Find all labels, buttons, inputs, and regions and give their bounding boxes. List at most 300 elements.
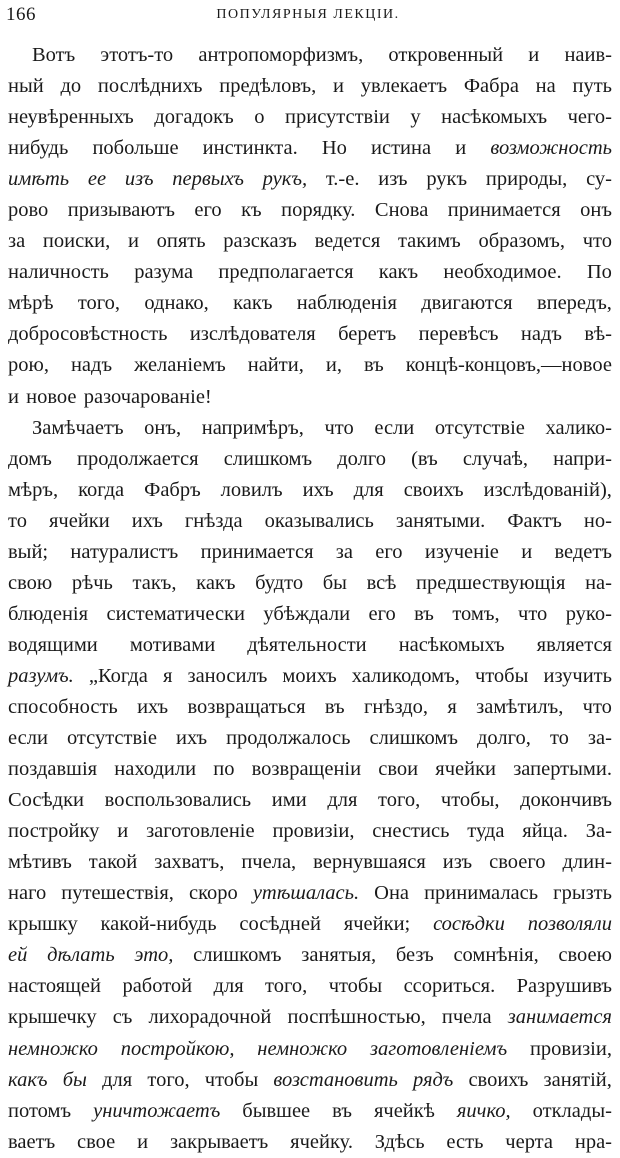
italic-word: заготовленіемъ — [369, 1037, 508, 1060]
text-line — [8, 257, 612, 288]
word: гнѣзда — [184, 509, 243, 532]
word: скоро — [188, 882, 238, 905]
word: впередъ, — [536, 292, 612, 315]
word: нра- — [574, 1130, 612, 1153]
word: воспользовались — [104, 789, 252, 812]
word: вый; — [8, 540, 49, 563]
italic-word: рукъ, — [262, 168, 308, 191]
text-line — [8, 350, 612, 381]
word: за — [8, 230, 26, 253]
word: мотивами — [129, 633, 216, 656]
word: Здѣсь — [374, 1130, 425, 1153]
text-line — [8, 847, 612, 878]
word: вернувшаяся — [313, 851, 426, 874]
word: и — [117, 820, 129, 843]
italic-word: возможность — [490, 137, 612, 160]
text-line — [8, 630, 612, 661]
word: необходимое. — [443, 261, 562, 284]
word: сомнѣнія, — [453, 944, 539, 967]
word: опять — [156, 230, 206, 253]
word: замѣтилъ, — [476, 695, 564, 718]
word: и — [521, 540, 533, 563]
word: путешествія, — [61, 882, 174, 905]
word: для — [213, 975, 244, 998]
word: путь — [572, 75, 612, 98]
word: предѣловъ, — [219, 75, 317, 98]
word: Но — [321, 137, 347, 160]
text-line — [8, 164, 612, 195]
word: халико- — [545, 416, 612, 439]
word: пчела, — [241, 851, 297, 874]
word: за — [335, 540, 353, 563]
word: изученіе — [424, 540, 499, 563]
text-line — [8, 909, 612, 940]
word: я — [162, 664, 173, 687]
word: перевѣсъ — [418, 323, 499, 346]
word: крышечку — [8, 1006, 97, 1029]
word: какъ — [233, 292, 273, 315]
word: чего- — [567, 106, 612, 129]
word: запертыми. — [513, 758, 612, 781]
word: того, — [378, 789, 421, 812]
word: отклады- — [532, 1099, 612, 1122]
word: найти, — [247, 354, 304, 377]
word: черта — [505, 1130, 553, 1153]
word: постройку — [8, 820, 100, 843]
word: грызть — [553, 882, 612, 905]
word: настоящей — [8, 975, 102, 998]
text-line — [8, 413, 612, 444]
word: сосѣдней — [239, 913, 321, 936]
word: напримѣръ, — [201, 416, 304, 439]
word: откровенный — [388, 44, 504, 66]
word: о — [254, 106, 265, 129]
text-line — [8, 537, 612, 568]
word: присутствіи — [285, 106, 390, 129]
word: работой — [122, 975, 193, 998]
word: когда — [78, 478, 125, 501]
word: что — [582, 230, 612, 253]
word: руко- — [565, 602, 612, 625]
text-line — [8, 816, 612, 847]
word: его — [375, 540, 403, 563]
word: мѣтивъ — [8, 851, 72, 874]
text-line — [8, 195, 612, 226]
word: такимъ — [397, 230, 461, 253]
word: для — [102, 1068, 133, 1091]
word: то — [549, 727, 569, 750]
word: По — [586, 261, 612, 284]
word: ссориться. — [403, 975, 496, 998]
word: длин- — [562, 851, 612, 874]
italic-word: постройкою, — [120, 1037, 235, 1060]
word: въ — [324, 695, 345, 718]
word: и — [455, 137, 467, 160]
word: продолжалось — [226, 727, 351, 750]
word: провизіи, — [529, 1037, 612, 1060]
word: отсутствіе — [66, 727, 157, 750]
word: принимается — [447, 199, 561, 222]
word: однако, — [144, 292, 209, 315]
word: оказывались — [264, 509, 374, 532]
word: натуралистъ — [70, 540, 179, 563]
word: разочарованіе! — [83, 385, 212, 408]
word: Она — [374, 882, 410, 905]
running-title: ПОПУЛЯРНЫЯ ЛЕКЦІИ. — [216, 7, 400, 22]
word: и, — [325, 354, 342, 377]
word: слишкомъ — [369, 727, 458, 750]
word: способность — [8, 695, 118, 718]
text-line — [8, 40, 612, 71]
text-line — [8, 319, 612, 350]
word: томъ, — [452, 602, 500, 625]
italic-word: дѣлать — [47, 944, 115, 967]
word: какой-нибудь — [100, 913, 217, 936]
text-line — [8, 1127, 612, 1158]
word: вѣ- — [584, 323, 612, 346]
text-line — [8, 102, 612, 133]
word: наго — [8, 882, 47, 905]
word: и — [137, 1130, 149, 1153]
word: такъ, — [132, 571, 177, 594]
word: водящими — [8, 633, 98, 656]
word: увлекаетъ — [360, 75, 448, 98]
word: своею — [558, 944, 612, 967]
word: за- — [587, 727, 612, 750]
word: гнѣздо, — [364, 695, 429, 718]
italic-word: рядъ — [413, 1068, 454, 1091]
word: мѣрѣ — [8, 292, 54, 315]
italic-word: имѣть — [8, 168, 70, 191]
text-line — [8, 444, 612, 475]
italic-word: ее — [87, 168, 107, 191]
word: наив- — [564, 44, 612, 66]
word: своего — [489, 851, 546, 874]
italic-word: разумъ. — [8, 664, 74, 687]
word: у — [410, 106, 421, 129]
word: мѣръ, — [8, 478, 59, 501]
text-line — [8, 692, 612, 723]
word: Фактъ — [507, 509, 562, 532]
word: занятій, — [543, 1068, 612, 1091]
word: своихъ — [468, 1068, 529, 1091]
italic-word: немножко — [8, 1037, 98, 1060]
text-line — [8, 754, 612, 785]
word: заносилъ — [187, 664, 268, 687]
word: этотъ-то — [100, 44, 174, 66]
word: пчела — [441, 1006, 492, 1029]
word: свое — [77, 1130, 116, 1153]
word: ловилъ — [220, 478, 283, 501]
word: ихъ — [176, 727, 208, 750]
text-line — [8, 568, 612, 599]
italic-word: позволяли — [527, 913, 612, 936]
text-line — [8, 1065, 612, 1096]
word: что — [324, 416, 354, 439]
body-text — [8, 40, 612, 1158]
italic-word: яичко, — [456, 1099, 511, 1122]
italic-word: это, — [134, 944, 174, 967]
word: провизіи, — [272, 820, 355, 843]
word: отсутствіе — [434, 416, 525, 439]
text-line — [8, 785, 612, 816]
word: своихъ — [403, 478, 464, 501]
word: туда — [467, 820, 505, 843]
word: Замѣчаетъ — [32, 416, 124, 439]
word: халикодомъ, — [351, 664, 460, 687]
text-line — [8, 878, 612, 909]
word: разсказъ — [223, 230, 297, 253]
italic-word: утѣшалась. — [252, 882, 360, 905]
text-line — [8, 475, 612, 506]
word: находили — [114, 758, 197, 781]
word: такой — [88, 851, 138, 874]
word: насѣкомыхъ — [398, 633, 505, 656]
word: ведется — [314, 230, 381, 253]
text-line — [8, 226, 612, 257]
word: рово — [8, 199, 49, 222]
italic-word: какъ — [8, 1068, 48, 1091]
word: лихорадочной — [148, 1006, 272, 1029]
word: по — [213, 758, 235, 781]
word: безъ — [395, 944, 434, 967]
word: будто — [255, 571, 304, 594]
word: Снова — [374, 199, 429, 222]
word: крышку — [8, 913, 78, 936]
word: занятыми. — [395, 509, 486, 532]
text-line — [8, 940, 612, 971]
word: того, — [265, 975, 308, 998]
text-line — [8, 1002, 612, 1033]
word: если — [8, 727, 48, 750]
word: и — [8, 385, 19, 408]
word: За- — [585, 820, 612, 843]
word: поиски, — [42, 230, 111, 253]
page-header — [6, 4, 610, 26]
word: изъ — [442, 851, 473, 874]
word: занятыя, — [301, 944, 377, 967]
word: чтобы, — [440, 789, 500, 812]
italic-word: ей — [8, 944, 28, 967]
text-line — [8, 1034, 612, 1065]
word: надъ — [520, 323, 562, 346]
word: снестись — [372, 820, 450, 843]
word: ячейку. — [290, 1130, 353, 1153]
word: Вотъ — [32, 44, 76, 66]
word: насѣкомыхъ — [441, 106, 548, 129]
word: захватъ, — [154, 851, 225, 874]
word: возвращаться — [187, 695, 306, 718]
word: того, — [147, 1068, 190, 1091]
word: моихъ — [282, 664, 337, 687]
word: до — [60, 75, 82, 98]
italic-word: изъ — [124, 168, 154, 191]
word: двигаются — [421, 292, 513, 315]
word: убѣждали — [263, 602, 351, 625]
italic-word: уничтожаетъ — [93, 1099, 221, 1122]
word: рукъ — [426, 168, 468, 191]
word: случаѣ, — [462, 447, 529, 470]
word: яйца. — [522, 820, 568, 843]
word: для — [327, 789, 358, 812]
word: изъ — [378, 168, 408, 191]
word: разума — [134, 261, 194, 284]
word: ведетъ — [554, 540, 612, 563]
word: беретъ — [338, 323, 397, 346]
word: концѣ-концовъ,—новое — [405, 354, 612, 377]
word: какъ — [196, 571, 236, 594]
text-line — [8, 382, 612, 413]
word: къ — [241, 199, 262, 222]
word: ячейкѣ — [373, 1099, 435, 1122]
word: слишкомъ — [223, 447, 313, 470]
word: что — [582, 695, 612, 718]
word: слишкомъ — [193, 944, 282, 967]
word: ваетъ — [8, 1130, 56, 1153]
word: ячейки; — [343, 913, 411, 936]
word: образомъ, — [478, 230, 566, 253]
text-line — [8, 506, 612, 537]
word: ячейки — [48, 509, 110, 532]
text-line — [8, 288, 612, 319]
word: съ — [112, 1006, 133, 1029]
word: рѣчь — [71, 571, 113, 594]
word: рою, — [8, 354, 49, 377]
italic-word: занимается — [507, 1006, 612, 1029]
word: продолжается — [76, 447, 199, 470]
word: Фабра — [463, 75, 519, 98]
word: ими — [271, 789, 307, 812]
word: свои — [378, 758, 419, 781]
word: Сосѣдки — [8, 789, 85, 812]
word: домъ — [8, 447, 52, 470]
italic-word: первыхъ — [172, 168, 244, 191]
word: „Когда — [88, 664, 148, 687]
word: наблюденія — [296, 292, 397, 315]
word: ный — [8, 75, 44, 98]
word: есть — [446, 1130, 484, 1153]
word: блюденія — [8, 602, 89, 625]
word: потомъ — [8, 1099, 72, 1122]
word: изслѣдователя — [189, 323, 316, 346]
word: т.-е. — [325, 168, 360, 191]
word: природы, — [485, 168, 568, 191]
word: на — [535, 75, 556, 98]
word: антропоморфизмъ, — [198, 44, 364, 66]
word: онъ, — [144, 416, 182, 439]
word: но- — [583, 509, 612, 532]
text-line — [8, 661, 612, 692]
italic-word: сосѣдки — [433, 913, 505, 936]
word: докончивъ — [520, 789, 612, 812]
word: чтобы — [204, 1068, 259, 1091]
word: призываютъ — [67, 199, 175, 222]
word: принимается — [200, 540, 314, 563]
page-number: 166 — [6, 4, 36, 25]
word: Разрушивъ — [516, 975, 612, 998]
text-line — [8, 971, 612, 1002]
word: свою — [8, 571, 53, 594]
text-line — [8, 599, 612, 630]
italic-word: возстановить — [273, 1068, 398, 1091]
word: въ — [332, 1099, 352, 1122]
word: нибудь — [8, 137, 69, 160]
word: желаніемъ — [134, 354, 226, 377]
word: чтобы — [328, 975, 383, 998]
word: порядку. — [281, 199, 356, 222]
word: послѣднихъ — [97, 75, 203, 98]
word: бывшее — [242, 1099, 311, 1122]
word: поспѣшностью, — [287, 1006, 426, 1029]
word: изучить — [543, 664, 612, 687]
word: заготовленіе — [146, 820, 255, 843]
text-line — [8, 1096, 612, 1127]
word: чтобы — [474, 664, 529, 687]
italic-word: бы — [62, 1068, 87, 1091]
text-line — [8, 133, 612, 164]
word: для — [353, 478, 384, 501]
word: въ — [363, 354, 384, 377]
word: су- — [586, 168, 612, 191]
word: неувѣренныхъ — [8, 106, 134, 129]
word: онъ — [580, 199, 612, 222]
word: надъ — [70, 354, 113, 377]
word: всѣ — [366, 571, 397, 594]
word: принималась — [424, 882, 539, 905]
word: Фабръ — [144, 478, 201, 501]
word: дѣятельности — [247, 633, 367, 656]
word: ячейки — [435, 758, 497, 781]
word: ихъ — [137, 695, 169, 718]
word: (въ — [411, 447, 438, 470]
word: и — [528, 44, 540, 66]
word: возвращеніи — [251, 758, 362, 781]
word: инстинкта. — [202, 137, 298, 160]
word: наличность — [8, 261, 109, 284]
word: на- — [585, 571, 612, 594]
word: ихъ — [131, 509, 163, 532]
text-line — [8, 723, 612, 754]
word: закрываетъ — [169, 1130, 269, 1153]
word: поздавшія — [8, 758, 98, 781]
word: долго — [337, 447, 387, 470]
word: долго, — [476, 727, 531, 750]
word: если — [374, 416, 415, 439]
word: добросовѣстность — [8, 323, 168, 346]
word: изслѣдованій), — [483, 478, 612, 501]
word: ихъ — [302, 478, 334, 501]
word: предшествующія — [416, 571, 566, 594]
text-line — [8, 71, 612, 102]
word: предполагается — [218, 261, 354, 284]
word: напри- — [553, 447, 612, 470]
word: побольше — [92, 137, 179, 160]
word: я — [447, 695, 457, 718]
word: что — [518, 602, 548, 625]
word: и — [332, 75, 344, 98]
word: его — [194, 199, 222, 222]
word: его — [368, 602, 396, 625]
word: систематически — [106, 602, 245, 625]
word: и — [127, 230, 139, 253]
word: новое — [26, 385, 77, 408]
word: истина — [371, 137, 432, 160]
italic-word: немножко — [257, 1037, 348, 1060]
word: является — [536, 633, 612, 656]
word: того, — [77, 292, 121, 315]
word: бы — [322, 571, 347, 594]
word: какъ — [378, 261, 419, 284]
